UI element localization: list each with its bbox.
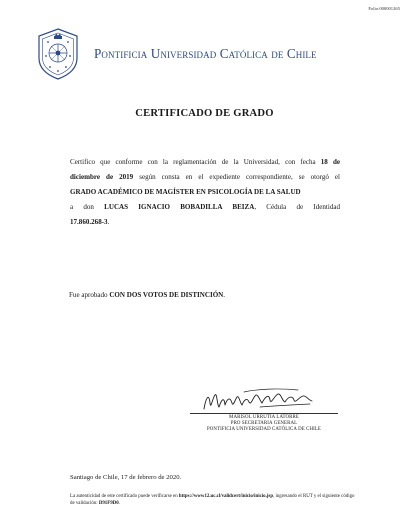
signatory-position: PRO SECRETARIA GENERAL <box>230 421 298 427</box>
body-text-intro: Certifico que conforme con la reglamentación de la Universidad, con fecha <box>70 158 316 166</box>
verification-text: La autenticidad de este certificado puede verificarse en <box>70 494 178 499</box>
signature-icon <box>200 383 320 413</box>
certificate-title: CERTIFICADO DE GRADO <box>135 108 274 119</box>
validation-code: D91F9D0 <box>98 501 119 506</box>
folio-number: Folio:000001265 <box>368 6 400 11</box>
grant-date-day: 18 de <box>320 158 341 166</box>
verification-note <box>70 493 360 507</box>
body-line-2 <box>70 170 340 185</box>
approval-statement <box>69 291 225 299</box>
body-line-1 <box>70 155 340 170</box>
signatory-institution: PONTIFICIA UNIVERSIDAD CATÓLICA DE CHILE <box>206 427 322 433</box>
id-number: 17.860.268-3 <box>70 218 108 226</box>
body-text-id-label: , Cédula de Identidad <box>254 203 340 211</box>
approval-period: . <box>223 291 226 299</box>
body-line-3 <box>70 185 340 200</box>
verification-url[interactable]: https://www12.uc.cl/validcert/inicio/inicio.jsp <box>178 494 274 499</box>
grant-date-month-year: diciembre de 2019 <box>70 173 134 181</box>
university-name: Pontificia Universidad Católica de Chile <box>94 46 317 61</box>
verification-instructions: , ingresando el RUT y el siguiente código de validación: <box>70 494 355 506</box>
approval-prefix: Fue aprobado <box>69 291 108 299</box>
body-line-5 <box>70 215 340 230</box>
body-text-record: según consta en el expediente correspondiente, se otorgó el <box>139 173 340 181</box>
signatory-block <box>190 415 338 434</box>
verification-period: . <box>118 501 120 506</box>
degree-name: GRADO ACADÉMICO DE MAGÍSTER EN PSICOLOGÍA DE LA SALUD <box>70 188 301 196</box>
place-and-date: Santiago de Chile, 17 de febrero de 2020. <box>70 474 182 481</box>
certificate-body <box>70 155 340 230</box>
body-text-honorific: a don <box>70 203 94 211</box>
signatory-name: MARISOL URRUTIA LATORRE <box>229 415 299 420</box>
approval-distinction: CON DOS VOTOS DE DISTINCIÓN <box>109 291 224 299</box>
body-text-period: . <box>107 218 110 226</box>
university-seal-icon <box>36 28 80 80</box>
graduate-name: LUCAS IGNACIO BOBADILLA BEIZA <box>104 203 255 211</box>
body-line-4 <box>70 200 340 215</box>
signature-line <box>190 413 338 414</box>
